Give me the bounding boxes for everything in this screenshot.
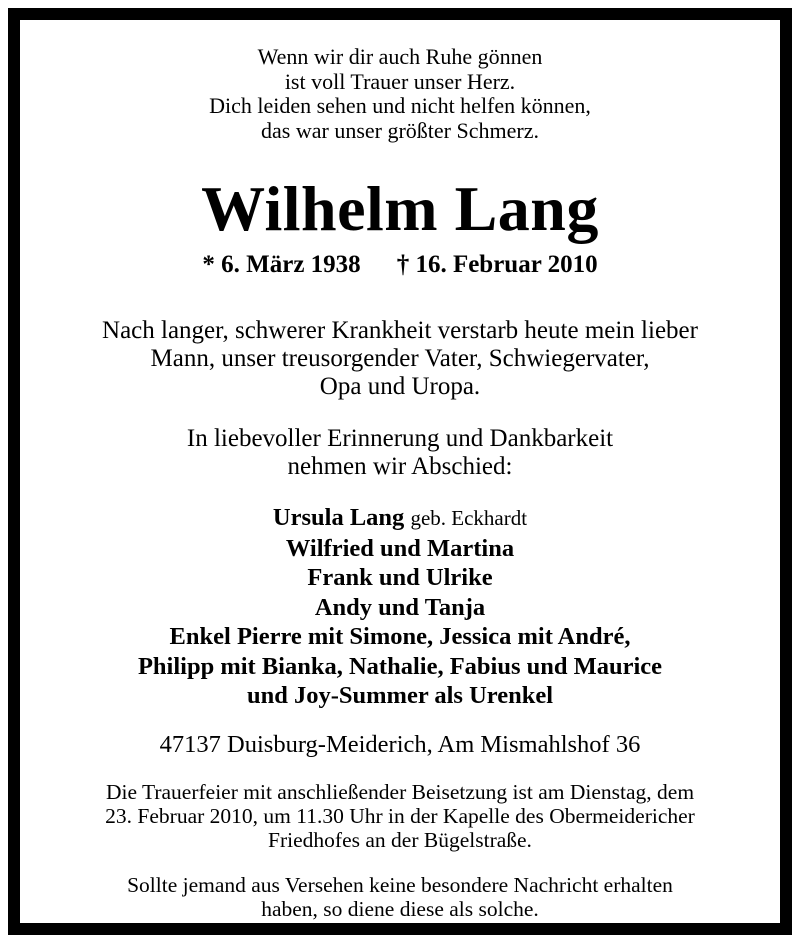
obituary-frame <box>8 8 792 935</box>
announcement-line: Opa und Uropa. <box>319 373 481 400</box>
family-line: Philipp mit Bianka, Nathalie, Fabius und Maurice <box>137 652 663 680</box>
funeral-details <box>20 780 780 852</box>
poem-line: das war unser größter Schmerz. <box>261 117 539 143</box>
announcement-line: Mann, unser treusorgender Vater, Schwiegervater, <box>150 345 650 372</box>
deceased-name: Wilhelm Lang <box>201 173 599 244</box>
family-signatures <box>20 503 780 711</box>
farewell-line: In liebevoller Erinnerung und Dankbarkeit <box>186 425 614 452</box>
farewell-line: nehmen wir Abschied: <box>287 453 513 480</box>
life-dates <box>20 250 780 280</box>
family-line: Wilfried und Martina <box>285 534 515 562</box>
death-date: † 16. Februar 2010 <box>396 251 598 278</box>
poem <box>20 45 780 143</box>
notice-line: haben, so diene diese als solche. <box>261 897 539 921</box>
farewell-text <box>20 425 780 481</box>
widow-maiden-name: geb. Eckhardt <box>410 506 528 530</box>
announcement-line: Nach langer, schwerer Krankheit verstarb heute mein lieber <box>102 317 698 344</box>
family-line: Enkel Pierre mit Simone, Jessica mit André, <box>169 623 631 650</box>
birth-date: * 6. März 1938 <box>202 251 361 278</box>
notice-line: Sollte jemand aus Versehen keine besondere Nachricht erhalten <box>127 873 673 897</box>
notice-text <box>20 873 780 921</box>
funeral-line: Friedhofes an der Bügelstraße. <box>268 828 532 852</box>
family-line: und Joy-Summer als Urenkel <box>246 682 554 709</box>
widow-line <box>20 503 780 534</box>
funeral-line: Die Trauerfeier mit anschließender Beisetzung ist am Dienstag, dem <box>105 780 695 804</box>
poem-line: ist voll Trauer unser Herz. <box>284 68 516 94</box>
family-line: Frank und Ulrike <box>307 564 493 591</box>
widow-name: Ursula Lang <box>272 504 405 531</box>
poem-line: Dich leiden sehen und nicht helfen können, <box>209 93 591 118</box>
family-line: Andy und Tanja <box>314 593 486 621</box>
announcement-text <box>20 317 780 401</box>
address: 47137 Duisburg-Meiderich, Am Mismahlshof 36 <box>159 731 641 758</box>
funeral-line: 23. Februar 2010, um 11.30 Uhr in der Kapelle des Obermeidericher <box>105 804 695 828</box>
poem-line: Wenn wir dir auch Ruhe gönnen <box>257 44 543 69</box>
